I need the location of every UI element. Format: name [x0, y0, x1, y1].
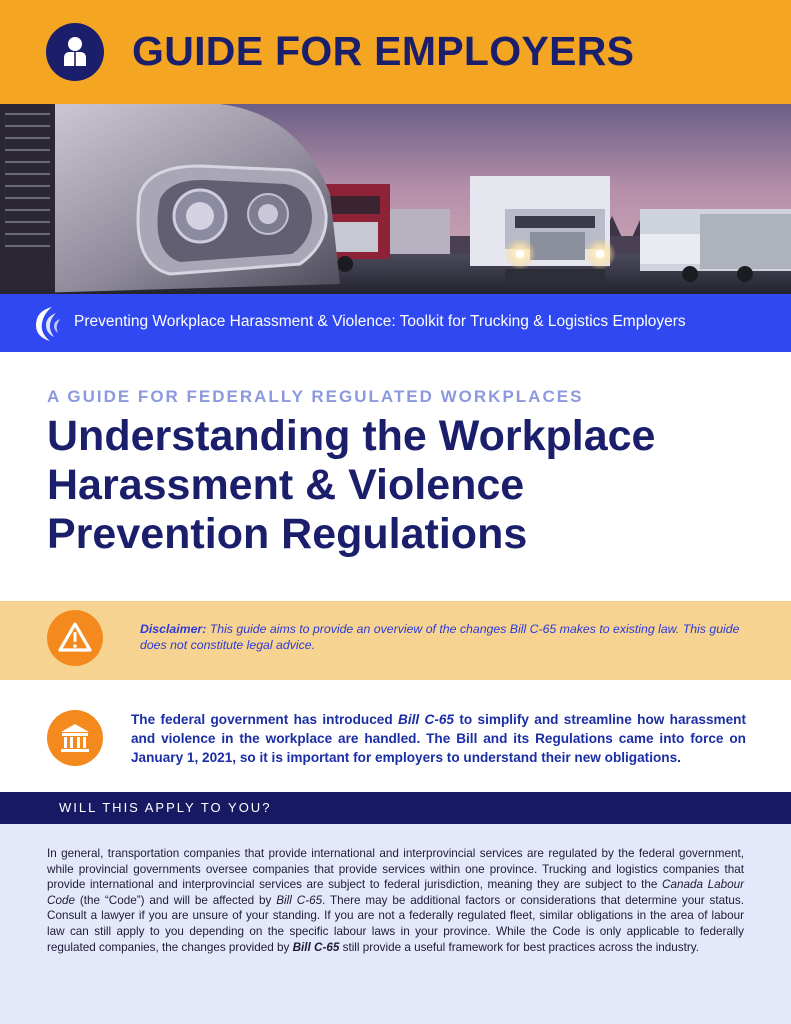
body-text-1: In general, transportation companies that provide international and interprovincial services are regulated by the federal government, while provincial governments oversee companies that provide services within one province. Trucking and logistics companies that provide international and interprovincial services are subject to federal jurisdiction, meaning they are subject to the: [47, 847, 744, 892]
disclaimer-body: This guide aims to provide an overview of the changes Bill C-65 makes to existing law. This guide does not constitute legal advice.: [140, 622, 740, 652]
body-text-3: . There may be additional factors or considerations that determine your status. Consult a lawyer if you are unsure of your standing. If you are not a federally regulated fleet, similar obligations in the area of labour law can still apply to you depending on the specific labour laws in your province. While the Code is only applicable to federally regulated companies, the changes provided by: [47, 893, 744, 954]
title-line: Prevention Regulations: [47, 510, 528, 558]
person-icon: [46, 23, 104, 81]
header-title: GUIDE FOR EMPLOYERS: [132, 28, 635, 74]
body-text-4: still provide a useful framework for best practices across the industry.: [339, 940, 700, 954]
intro-bill: Bill C-65: [398, 712, 454, 727]
disclaimer-text: [140, 622, 740, 653]
bill-name-bold: Bill C-65: [292, 940, 340, 954]
intro-paragraph: [131, 710, 746, 767]
toolkit-bar: [0, 294, 791, 352]
intro-text-2: to simplify and streamline how harassment and violence in the workplace are handled. The Bill and its Regulations came into force on January 1, 2021, so it is important for employers to understand their new obligations.: [131, 712, 746, 765]
body-text-2: (the “Code”) and will be affected by: [74, 893, 277, 907]
body-paragraph: [47, 846, 744, 955]
section-header: [0, 792, 791, 824]
code-name: Canada Labour Code: [47, 878, 744, 907]
government-building-icon: [47, 710, 103, 766]
header-band: [0, 0, 791, 104]
toolkit-title: Preventing Workplace Harassment & Violence: Toolkit for Trucking & Logistics Employers: [74, 313, 686, 330]
hero-image: [0, 104, 791, 294]
trucks-at-dusk-photo: [0, 104, 791, 294]
swirl-logo-icon: [30, 303, 62, 343]
guide-kicker: A GUIDE FOR FEDERALLY REGULATED WORKPLACES: [47, 387, 584, 406]
warning-icon: [47, 610, 103, 666]
section-title: WILL THIS APPLY TO YOU?: [59, 800, 272, 815]
title-line: Understanding the Workplace: [47, 412, 656, 460]
bill-name: Bill C-65: [276, 893, 323, 907]
title-line: Harassment & Violence: [47, 461, 525, 509]
disclaimer-label: Disclaimer:: [140, 622, 207, 636]
intro-text-1: The federal government has introduced: [131, 712, 398, 727]
page-title: [47, 412, 767, 559]
